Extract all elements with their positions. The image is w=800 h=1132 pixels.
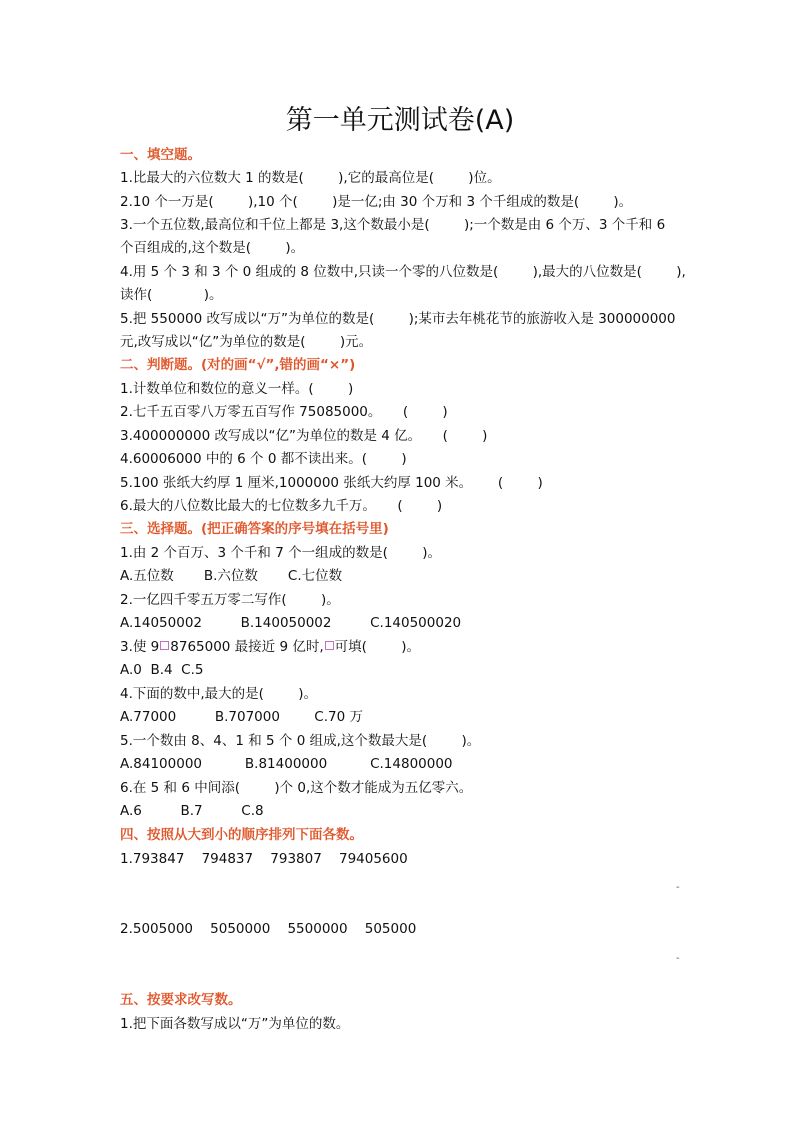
choice-question-3-middle: 8765000 最接近 9 亿时,: [170, 639, 324, 655]
fill-question-2: 2.10 个一万是( ),10 个( )是一亿;由 30 个万和 3 个千组成的数是( )。: [120, 194, 633, 210]
judge-question-6: 6.最大的八位数比最大的七位数多九千万。 ( ): [120, 498, 443, 514]
choice-question-3-prefix: 3.使 9: [120, 639, 160, 655]
choice-options-6: A.6 B.7 C.8: [120, 803, 264, 819]
choice-question-3-suffix: 可填( )。: [334, 639, 421, 655]
choice-options-3: A.0 B.4 C.5: [120, 662, 204, 678]
choice-question-4: 4.下面的数中,最大的是( )。: [120, 686, 318, 702]
section-heading-true-false: 二、判断题。(对的画“√”,错的画“×”): [120, 357, 356, 373]
order-question-1: 1.793847 794837 793807 79405600: [120, 851, 408, 867]
judge-question-1: 1.计数单位和数位的意义一样。( ): [120, 381, 354, 397]
answer-line-mark: -: [676, 953, 680, 964]
fill-question-3-line-1: 3.一个五位数,最高位和千位上都是 3,这个数最小是( );一个数是由 6 个万、3 个千和 6: [120, 217, 666, 233]
blank-box-icon: [325, 641, 334, 650]
fill-question-1: 1.比最大的六位数大 1 的数是( ),它的最高位是( )位。: [120, 170, 501, 186]
fill-question-5-line-1: 5.把 550000 改写成以“万”为单位的数是( );某市去年桃花节的旅游收入是 300000000: [120, 311, 676, 327]
fill-question-4-line-2: 读作( )。: [120, 287, 223, 303]
page-title: 第一单元测试卷(A): [285, 105, 515, 136]
blank-box-icon: [160, 641, 169, 650]
choice-question-5: 5.一个数由 8、4、1 和 5 个 0 组成,这个数最大是( )。: [120, 733, 481, 749]
choice-question-3: [120, 637, 420, 657]
judge-question-3: 3.400000000 改写成以“亿”为单位的数是 4 亿。 ( ): [120, 428, 488, 444]
choice-question-1: 1.由 2 个百万、3 个千和 7 个一组成的数是( )。: [120, 545, 441, 561]
choice-options-2: A.14050002 B.140050002 C.140500020: [120, 615, 462, 631]
choice-options-4: A.77000 B.707000 C.70 万: [120, 709, 363, 725]
order-question-2: 2.5005000 5050000 5500000 505000: [120, 921, 417, 937]
fill-question-3-line-2: 个百组成的,这个数是( )。: [120, 240, 305, 256]
choice-question-2: 2.一亿四千零五万零二写作( )。: [120, 592, 340, 608]
judge-question-2: 2.七千五百零八万零五百写作 75085000。 ( ): [120, 404, 448, 420]
section-heading-fill-in: 一、填空题。: [120, 147, 201, 163]
judge-question-5: 5.100 张纸大约厚 1 厘米,1000000 张纸大约厚 100 米。 ( ): [120, 475, 543, 491]
section-heading-rewrite: 五、按要求改写数。: [120, 992, 242, 1008]
choice-options-1: A.五位数 B.六位数 C.七位数: [120, 568, 343, 584]
section-heading-multiple-choice: 三、选择题。(把正确答案的序号填在括号里): [120, 521, 389, 537]
fill-question-4-line-1: 4.用 5 个 3 和 3 个 0 组成的 8 位数中,只读一个零的八位数是( ),最大的八位数是( ),: [120, 264, 686, 280]
answer-line-mark: -: [676, 882, 680, 893]
fill-question-5-line-2: 元,改写成以“亿”为单位的数是( )元。: [120, 334, 373, 350]
rewrite-question-1: 1.把下面各数写成以“万”为单位的数。: [120, 1016, 350, 1032]
judge-question-4: 4.60006000 中的 6 个 0 都不读出来。( ): [120, 451, 407, 467]
choice-question-6: 6.在 5 和 6 中间添( )个 0,这个数才能成为五亿零六。: [120, 780, 473, 796]
choice-options-5: A.84100000 B.81400000 C.14800000: [120, 756, 453, 772]
section-heading-ordering: 四、按照从大到小的顺序排列下面各数。: [120, 827, 363, 843]
